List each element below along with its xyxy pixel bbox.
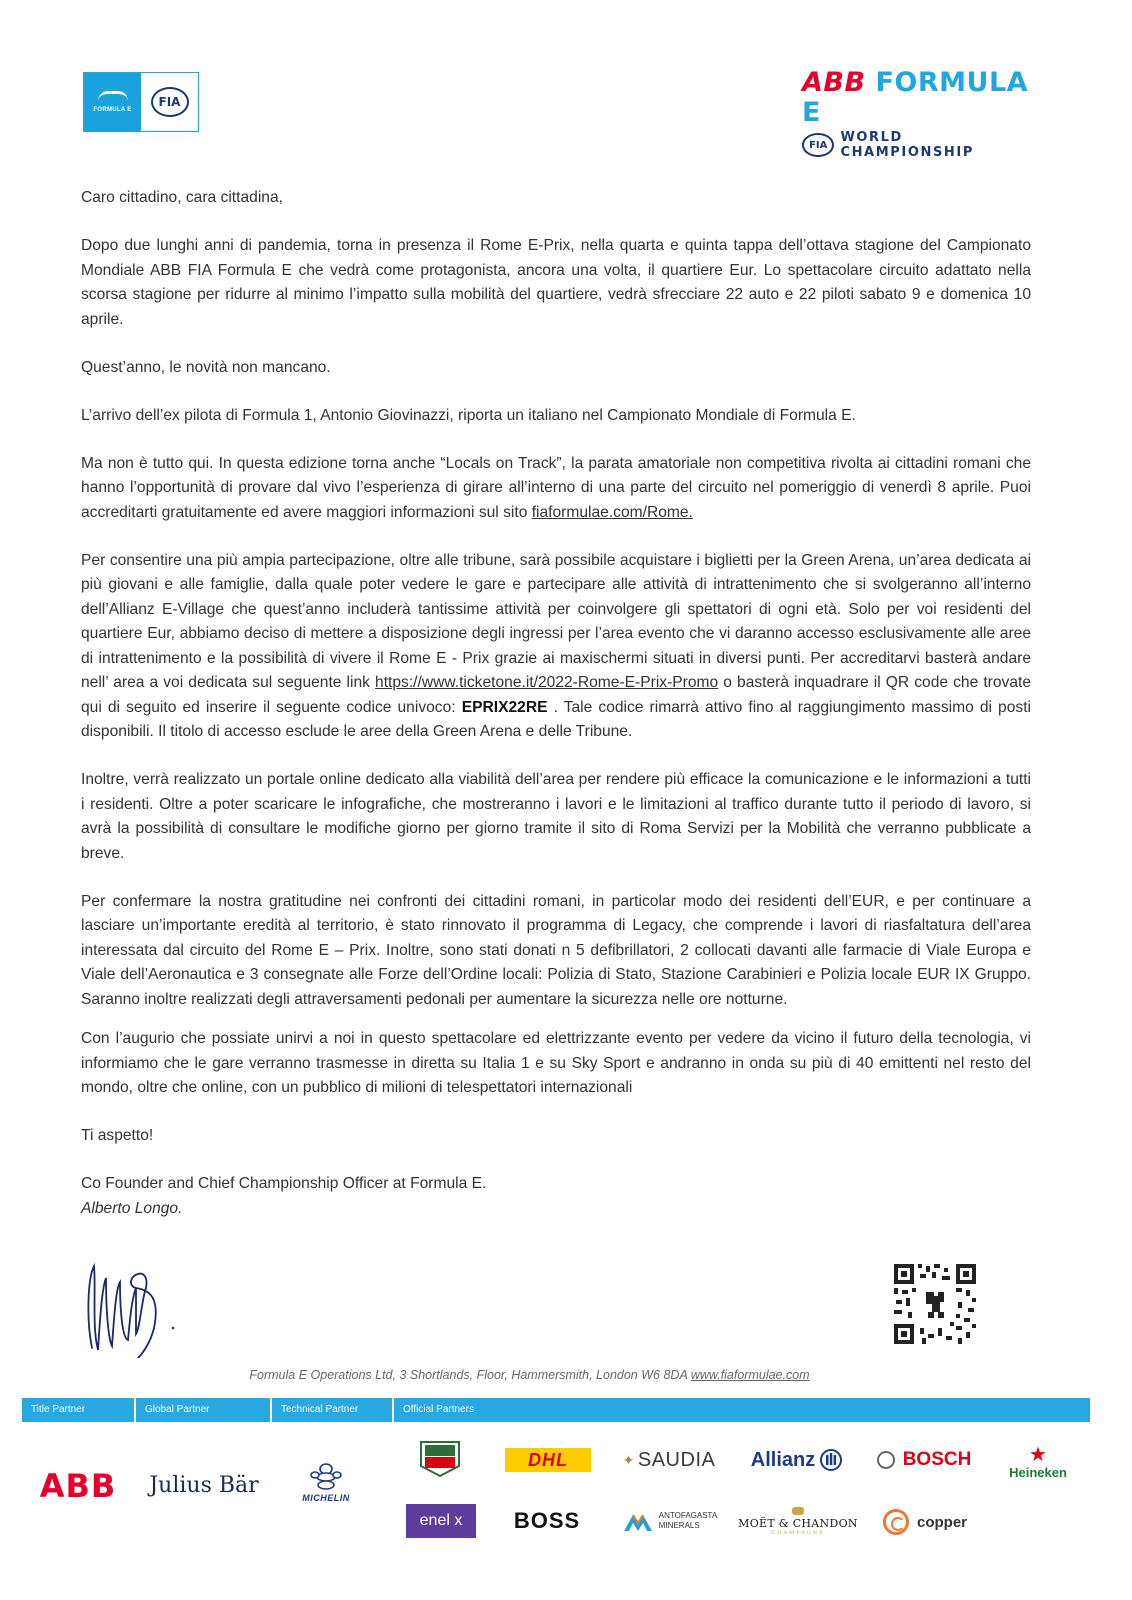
paragraph-locals-on-track (81, 452, 1031, 526)
signer-title: Co Founder and Chief Championship Officer at Formula E. (81, 1175, 487, 1192)
paragraph-broadcast: Con l’augurio che possiate unirvi a noi in questo spettacolare ed elettrizzante evento per vedere da vicino il futuro della tecnologia, vi informiamo che le gare verranno trasmesse in diretta su Italia 1 e su Sky Sport e andranno in onda su più di 40 emittenti nel resto del mondo, oltre che online, con un pubblico di milioni di telespettatori internazionali (81, 1030, 1031, 1096)
moet-chandon-logo (738, 1502, 858, 1540)
heineken-logo (1001, 1440, 1075, 1484)
fia-logo-box (141, 73, 198, 131)
letter-body (81, 186, 1031, 1221)
copper-ring-icon (883, 1509, 909, 1535)
signer-name: Alberto Longo. (81, 1199, 183, 1217)
formula-e-wave-icon (98, 91, 128, 104)
paragraph-novelties: Quest’anno, le novità non mancano. (81, 358, 331, 376)
fia-small-badge-icon: FIA (802, 133, 834, 157)
abb-formula-e-championship-logo (802, 67, 1032, 160)
technical-partner-label: Technical Partner (272, 1398, 394, 1422)
paragraph-giovinazzi: L’arrivo dell’ex pilota di Formula 1, Antonio Giovinazzi, riporta un italiano nel Campionato Mondiale di Formula E. (81, 406, 856, 424)
championship-wordmark (802, 68, 1032, 128)
allianz-eagle-icon (819, 1448, 843, 1472)
formula-e-logo (84, 73, 141, 131)
michelin-man-icon (309, 1463, 343, 1491)
antofagasta-word-2: MINERALS (658, 1521, 700, 1530)
tag-heuer-logo (419, 1440, 461, 1478)
antofagasta-mountain-icon (623, 1509, 653, 1533)
michelin-wordmark: MICHELIN (302, 1493, 350, 1503)
abb-wordmark: ABB (802, 67, 866, 98)
paragraph-viability-portal: Inoltre, verrà realizzato un portale online dedicato alla viabilità dell’area per rendere più efficace la comunicazione e le informazioni a tutti i residenti. Oltre a poter scaricare le infografiche, che mostreranno i lavori e le limitazioni al traffico durante tutto il periodo di lavoro, si avrà la possibilità di consultare le modifiche giorno per giorno tramite il sito di Roma Servizi per la Mobilità che verranno pubblicate a breve. (81, 771, 1031, 862)
official-partners-label: Official Partners (403, 1404, 474, 1415)
qr-code[interactable] (892, 1262, 978, 1346)
antofagasta-word-1: ANTOFAGASTA (658, 1511, 718, 1520)
ticketone-link[interactable]: https://www.ticketone.it/2022-Rome-E-Prix-Promo (375, 674, 719, 691)
formula-e-wordmark: FORMULA E (802, 67, 1029, 128)
formula-e-fia-logo (83, 72, 199, 132)
fiaformulae-rome-link[interactable]: fiaformulae.com/Rome. (531, 503, 693, 521)
bosch-logo (874, 1446, 974, 1474)
julius-baer-logo: Julius Bär (149, 1472, 259, 1498)
closing: Ti aspetto! (81, 1127, 154, 1144)
green-arena-text: Per consentire una più ampia partecipazione, oltre alle tribune, sarà possibile acquistare i biglietti per la Green Arena, un’area dedicata ai più giovani e alle famiglie, dalla quale poter vedere le gare e partecipare alle attività di intrattenimento che si svolgeranno all’interno dell’Allianz E-Village che quest’anno includerà tantissime attività per coinvolgere gli spettatori di ogni età. Solo per voi residenti del quartiere Eur, abbiamo deciso di mettere a disposizione degli ingressi per l’area evento che vi daranno accesso esclusivamente alle aree di intrattenimento e la possibilità di vivere il Rome E - Prix grazie ai maxischermi situati in diversi punti. Per accreditarvi basterà andare nell’ area a voi dedicata sul seguente link (81, 551, 1031, 691)
code-validity-text: . Tale codice rimarrà attivo fino al raggiungimento massimo di posti disponibili. Il titolo di accesso esclude le aree della Green Arena e delle Tribune. (81, 698, 1031, 740)
heineken-wordmark: Heineken (1009, 1464, 1067, 1480)
allianz-wordmark: Allianz (750, 1448, 816, 1471)
abb-partner-logo: ABB (39, 1467, 117, 1505)
copper-wordmark: copper (916, 1513, 967, 1531)
partner-category-bar (22, 1398, 1090, 1422)
bosch-armature-icon (877, 1451, 895, 1469)
enel-x-logo: enel x (406, 1504, 476, 1538)
antofagasta-wordmark (659, 1511, 717, 1531)
bosch-wordmark: BOSCH (902, 1449, 972, 1470)
boss-logo: BOSS (513, 1508, 581, 1533)
company-address (0, 1368, 1059, 1382)
promo-code: EPRIX22RE (461, 698, 548, 716)
global-partner-label: Global Partner (136, 1398, 272, 1422)
formula-e-logo-text: FORMULA E (93, 107, 132, 113)
michelin-logo (288, 1460, 364, 1506)
website-link[interactable]: www.fiaformulae.com (690, 1368, 810, 1382)
qr-instructions-text: o basterà inquadrare il QR code che trovate qui di seguito ed inserire il seguente codice univoco: (81, 674, 1031, 716)
allianz-logo (748, 1446, 846, 1474)
moet-crest-icon (792, 1507, 804, 1515)
saudia-logo (618, 1446, 720, 1474)
address-text: Formula E Operations Ltd, 3 Shortlands, Floor, Hammersmith, London W6 8DA (249, 1368, 691, 1382)
locals-on-track-text: Ma non è tutto qui. In questa edizione torna anche “Locals on Track”, la parata amatoriale non competitiva rivolta ai cittadini romani che hanno l’opportunità di provare dal vivo l’esperienza di girare all’interno di una parte del circuito nel pomeriggio di venerdì 8 aprile. Puoi accreditarti gratuitamente ed avere maggiori informazioni sul sito (81, 454, 1031, 521)
antofagasta-minerals-logo (618, 1502, 722, 1540)
greeting: Caro cittadino, cara cittadina, (81, 189, 283, 206)
heineken-star-icon: ★ (1029, 1443, 1047, 1466)
moet-champagne-label: CHAMPAGNE (771, 1529, 825, 1536)
dhl-logo: DHL (505, 1448, 591, 1472)
paragraph-intro: Dopo due lunghi anni di pandemia, torna in presenza il Rome E-Prix, nella quarta e quinta tappa dell’ottava stagione del Campionato Mondiale ABB FIA Formula E che vedrà come protagonista, ancora una volta, il quartiere Eur. Lo spettacolare circuito adattato nella scorsa stagione per ridurre al minimo l’impatto sulla mobilità del quartiere, vedrà sfrecciare 22 auto e 22 piloti sabato 9 e domenica 10 aprile. (81, 237, 1031, 328)
fia-badge-icon: FIA (151, 87, 189, 117)
copper-logo (877, 1506, 973, 1538)
paragraph-green-arena (81, 549, 1031, 745)
title-partner-label: Title Partner (22, 1398, 136, 1422)
paragraph-legacy: Per confermare la nostra gratitudine nei confronti dei cittadini romani, in particolar modo dei residenti dell’EUR, e per continuare a lasciare un’importante eredità al territorio, è stato rinnovato il programma di Legacy, che comprende i lavori di riasfaltatura dell’area interessata dal circuito del Rome E – Prix. Inoltre, sono stati donati n 5 defibrillatori, 2 collocati davanti alle farmacie di Viale Europa e Viale dell’Aeronautica e 3 consegnate alle Forze dell’Ordine locali: Polizia di Stato, Stazione Carabinieri e Polizia locale EUR IX Gruppo. Saranno inoltre realizzati degli attraversamenti pedonali per aumentare la sicurezza nelle ore notturne. (81, 892, 1031, 1008)
saudia-wordmark: SAUDIA (637, 1448, 716, 1471)
world-championship-label: WORLD CHAMPIONSHIP (840, 130, 974, 160)
championship-subtitle-row (802, 130, 1032, 160)
handwritten-signature (80, 1258, 180, 1358)
saudia-emblem-icon: ✦ (622, 1451, 635, 1468)
tag-heuer-shield-icon (419, 1440, 461, 1478)
moet-wordmark: MOËT & CHANDON (738, 1516, 858, 1530)
